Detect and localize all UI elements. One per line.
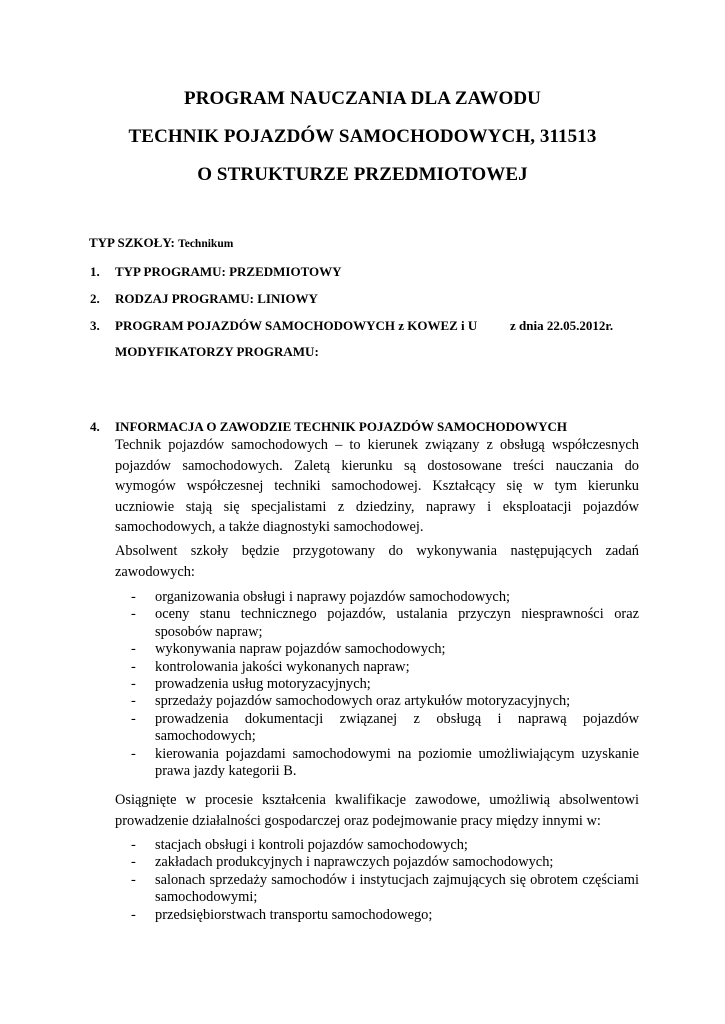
item-number: 4.	[90, 419, 100, 434]
tasks-intro: Absolwent szkoły będzie przygotowany do wykonywania następujących zadań zawodowych:	[115, 543, 639, 580]
bullet-dash: -	[131, 745, 136, 762]
list-item: - sprzedaży pojazdów samochodowych oraz artykułów motoryzacyjnych;	[131, 693, 571, 710]
section-heading: INFORMACJA O ZAWODZIE TECHNIK POJAZDÓW SAMOCHODOWYCH	[115, 419, 568, 434]
document-title-line-3: O STRUKTURZE PRZEDMIOTOWEJ	[197, 164, 528, 185]
list-item: - wykonywania napraw pojazdów samochodowych;	[131, 641, 446, 658]
program-modifiers: MODYFIKATORZY PROGRAMU:	[115, 344, 319, 359]
workplaces-intro: Osiągnięte w procesie kształcenia kwalifikacje zawodowe, umożliwią absolwentowi prowadzenie działalności gospodarczej oraz podejmowanie pracy między innymi w:	[115, 792, 639, 829]
bullet-dash: -	[131, 589, 136, 605]
item-number: 2.	[90, 291, 100, 306]
bullet-dash: -	[131, 693, 136, 710]
school-type-value: Technikum	[178, 238, 234, 250]
bullet-dash: -	[131, 710, 136, 727]
program-date: z dnia 22.05.2012r.	[510, 318, 614, 333]
program-source: PROGRAM POJAZDÓW SAMOCHODOWYCH z KOWEZ i U	[115, 318, 478, 333]
document-title-line-1: PROGRAM NAUCZANIA DLA ZAWODU	[184, 88, 541, 109]
school-type-label: TYP SZKOŁY:	[89, 235, 175, 250]
list-item: - prowadzenia dokumentacji związanej z obsługą i naprawą pojazdów samochodowych;	[131, 710, 639, 745]
list-item: - stacjach obsługi i kontroli pojazdów samochodowych;	[131, 837, 468, 853]
bullet-dash: -	[131, 906, 136, 923]
bullet-dash: -	[131, 871, 136, 888]
list-item: - kontrolowania jakości wykonanych napraw;	[131, 658, 410, 675]
profession-description: Technik pojazdów samochodowych – to kierunek związany z obsługą współczesnych pojazdów samochodowych. Zaletą kierunku są dostosowane treści nauczania do wymogów współczesnej techniki samochodowej. Kształcący się w tym kierunku uczniowie stają się specjalistami z dziedziny, naprawy i eksploatacji pojazdów samochodowych, a także diagnostyki samochodowej.	[115, 437, 639, 535]
tasks-list	[115, 589, 639, 780]
item-number: 3.	[90, 318, 100, 333]
list-item: - zakładach produkcyjnych i naprawczych pojazdów samochodowych;	[131, 854, 554, 871]
program-type: TYP PROGRAMU: PRZEDMIOTOWY	[115, 264, 342, 279]
list-item: - kierowania pojazdami samochodowymi na poziomie umożliwiającym uzyskanie prawa jazdy kategorii B.	[131, 745, 639, 780]
bullet-dash: -	[131, 658, 136, 675]
list-item: - organizowania obsługi i naprawy pojazdów samochodowych;	[131, 589, 511, 605]
bullet-dash: -	[131, 837, 136, 853]
workplaces-list	[115, 837, 639, 924]
document-title-line-2: TECHNIK POJAZDÓW SAMOCHODOWYCH, 311513	[128, 126, 597, 147]
bullet-dash: -	[131, 641, 136, 658]
list-item: - przedsiębiorstwach transportu samochodowego;	[131, 906, 433, 923]
bullet-dash: -	[131, 676, 136, 693]
bullet-dash: -	[131, 854, 136, 871]
list-item: - salonach sprzedaży samochodów i instytucjach zajmujących się obrotem częściami samochodowymi;	[131, 871, 639, 906]
school-type	[89, 235, 233, 251]
list-item: - prowadzenia usług motoryzacyjnych;	[131, 676, 371, 693]
item-number: 1.	[90, 264, 100, 279]
bullet-dash: -	[131, 606, 136, 623]
list-item: - oceny stanu technicznego pojazdów, ustalania przyczyn niesprawności oraz sposobów napraw;	[131, 606, 639, 640]
program-kind: RODZAJ PROGRAMU: LINIOWY	[115, 291, 318, 306]
